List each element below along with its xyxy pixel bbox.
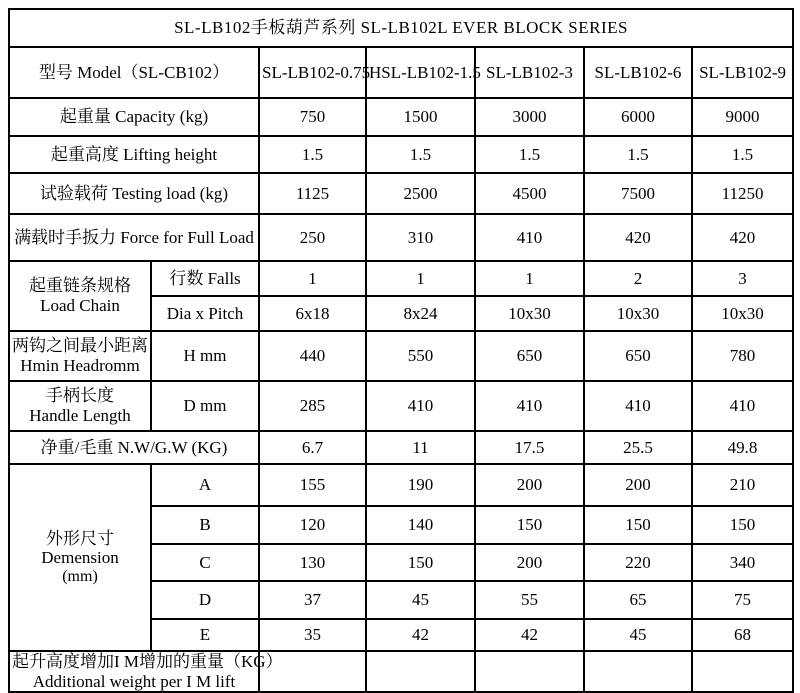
headroom-value: 440 — [259, 331, 366, 381]
lifting-height-value: 1.5 — [366, 136, 475, 173]
headroom-value: 780 — [692, 331, 793, 381]
capacity-value: 750 — [259, 98, 366, 136]
net-gross-weight-row-label: 净重/毛重 N.W/G.W (KG) — [9, 431, 259, 464]
dimension-value: 45 — [366, 581, 475, 619]
dimension-value: 37 — [259, 581, 366, 619]
capacity-value: 3000 — [475, 98, 584, 136]
table-title: SL-LB102手板葫芦系列 SL-LB102L EVER BLOCK SERIES — [9, 9, 793, 47]
capacity-value: 1500 — [366, 98, 475, 136]
handle-length-label-en: Handle Length — [29, 406, 131, 425]
dimension-value: 45 — [584, 619, 692, 651]
dia-pitch-value: 10x30 — [475, 296, 584, 331]
model-name: SL-LB102-0.75 — [259, 47, 366, 98]
handle-length-value: 410 — [366, 381, 475, 431]
net-gross-weight-value: 25.5 — [584, 431, 692, 464]
headroom-value: 650 — [475, 331, 584, 381]
testing-load-row-label: 试验载荷 Testing load (kg) — [9, 173, 259, 214]
dimension-value: 150 — [692, 506, 793, 544]
lifting-height-row-label: 起重高度 Lifting height — [9, 136, 259, 173]
testing-load-value: 11250 — [692, 173, 793, 214]
dimension-value: 140 — [366, 506, 475, 544]
testing-load-value: 4500 — [475, 173, 584, 214]
dimension-value: 200 — [584, 464, 692, 506]
dia-pitch-value: 8x24 — [366, 296, 475, 331]
force-value: 410 — [475, 214, 584, 261]
dimension-value: 150 — [475, 506, 584, 544]
load-chain-label-zh: 起重链条规格 — [29, 276, 131, 296]
lifting-height-value: 1.5 — [475, 136, 584, 173]
lifting-height-value: 1.5 — [692, 136, 793, 173]
net-gross-weight-value: 11 — [366, 431, 475, 464]
net-gross-weight-value: 49.8 — [692, 431, 793, 464]
testing-load-value: 1125 — [259, 173, 366, 214]
dimension-value: 220 — [584, 544, 692, 581]
force-value: 420 — [584, 214, 692, 261]
dimension-value: 150 — [366, 544, 475, 581]
falls-sub-label: 行数 Falls — [151, 261, 259, 296]
falls-value: 1 — [475, 261, 584, 296]
falls-value: 3 — [692, 261, 793, 296]
dimension-value: 190 — [366, 464, 475, 506]
force-row-label: 满载时手扳力 Force for Full Load — [9, 214, 259, 261]
testing-load-value: 7500 — [584, 173, 692, 214]
testing-load-value: 2500 — [366, 173, 475, 214]
dimension-value: 65 — [584, 581, 692, 619]
model-row-label: 型号 Model（SL-CB102） — [9, 47, 259, 98]
lifting-height-value: 1.5 — [259, 136, 366, 173]
dimension-value: 200 — [475, 544, 584, 581]
capacity-row-label: 起重量 Capacity (kg) — [9, 98, 259, 136]
additional-weight-label-en: Additional weight per I M lift — [32, 671, 236, 691]
model-name: SL-LB102-3 — [475, 47, 584, 98]
dimension-sub-label: E — [151, 619, 259, 651]
force-value: 310 — [366, 214, 475, 261]
dimension-sub-label: D — [151, 581, 259, 619]
dimension-value: 130 — [259, 544, 366, 581]
model-name: SL-LB102-9 — [692, 47, 793, 98]
additional-weight-row-label — [9, 651, 283, 692]
dimension-value: 340 — [692, 544, 793, 581]
dia-pitch-value: 10x30 — [584, 296, 692, 331]
load-chain-row-label — [9, 261, 151, 331]
falls-value: 1 — [259, 261, 366, 296]
net-gross-weight-value: 17.5 — [475, 431, 584, 464]
dimension-value: 200 — [475, 464, 584, 506]
headroom-row-label — [9, 331, 151, 381]
dimension-value: 35 — [259, 619, 366, 651]
net-gross-weight-value: 6.7 — [259, 431, 366, 464]
capacity-value: 6000 — [584, 98, 692, 136]
dimension-value: 155 — [259, 464, 366, 506]
handle-length-label-zh: 手柄长度 — [46, 386, 114, 406]
dimension-value: 120 — [259, 506, 366, 544]
additional-weight-value — [366, 651, 475, 692]
handle-length-value: 410 — [584, 381, 692, 431]
lifting-height-value: 1.5 — [584, 136, 692, 173]
additional-weight-value — [692, 651, 793, 692]
force-value: 420 — [692, 214, 793, 261]
dimension-label-zh: 外形尺寸 — [46, 528, 114, 548]
dia-pitch-sub-label: Dia x Pitch — [151, 296, 259, 331]
handle-length-row-label — [9, 381, 151, 431]
headroom-label-en: Hmin Headromm — [20, 356, 140, 375]
dimension-value: 210 — [692, 464, 793, 506]
spec-table — [8, 8, 794, 693]
dimension-value: 75 — [692, 581, 793, 619]
additional-weight-value — [475, 651, 584, 692]
dimension-label-unit: (mm) — [62, 567, 98, 585]
dimension-value: 42 — [366, 619, 475, 651]
headroom-label-zh: 两钩之间最小距离 — [12, 336, 148, 356]
falls-value: 2 — [584, 261, 692, 296]
handle-length-value: 285 — [259, 381, 366, 431]
headroom-sub-label: H mm — [151, 331, 259, 381]
dimension-value: 150 — [584, 506, 692, 544]
dimension-sub-label: B — [151, 506, 259, 544]
dimension-value: 55 — [475, 581, 584, 619]
handle-length-sub-label: D mm — [151, 381, 259, 431]
dimension-sub-label: C — [151, 544, 259, 581]
dia-pitch-value: 10x30 — [692, 296, 793, 331]
dimension-sub-label: A — [151, 464, 259, 506]
headroom-value: 650 — [584, 331, 692, 381]
dimension-row-label — [9, 464, 151, 651]
capacity-value: 9000 — [692, 98, 793, 136]
load-chain-label-en: Load Chain — [40, 296, 120, 315]
dimension-value: 42 — [475, 619, 584, 651]
dimension-value: 68 — [692, 619, 793, 651]
headroom-value: 550 — [366, 331, 475, 381]
additional-weight-value — [584, 651, 692, 692]
handle-length-value: 410 — [475, 381, 584, 431]
falls-value: 1 — [366, 261, 475, 296]
model-name: SL-LB102-6 — [584, 47, 692, 98]
force-value: 250 — [259, 214, 366, 261]
dimension-label-en: Demension — [41, 548, 119, 568]
additional-weight-label-zh: 起升高度增加I M增加的重量（KG） — [12, 652, 283, 671]
handle-length-value: 410 — [692, 381, 793, 431]
model-name: HSL-LB102-1.5 — [366, 47, 475, 98]
dia-pitch-value: 6x18 — [259, 296, 366, 331]
